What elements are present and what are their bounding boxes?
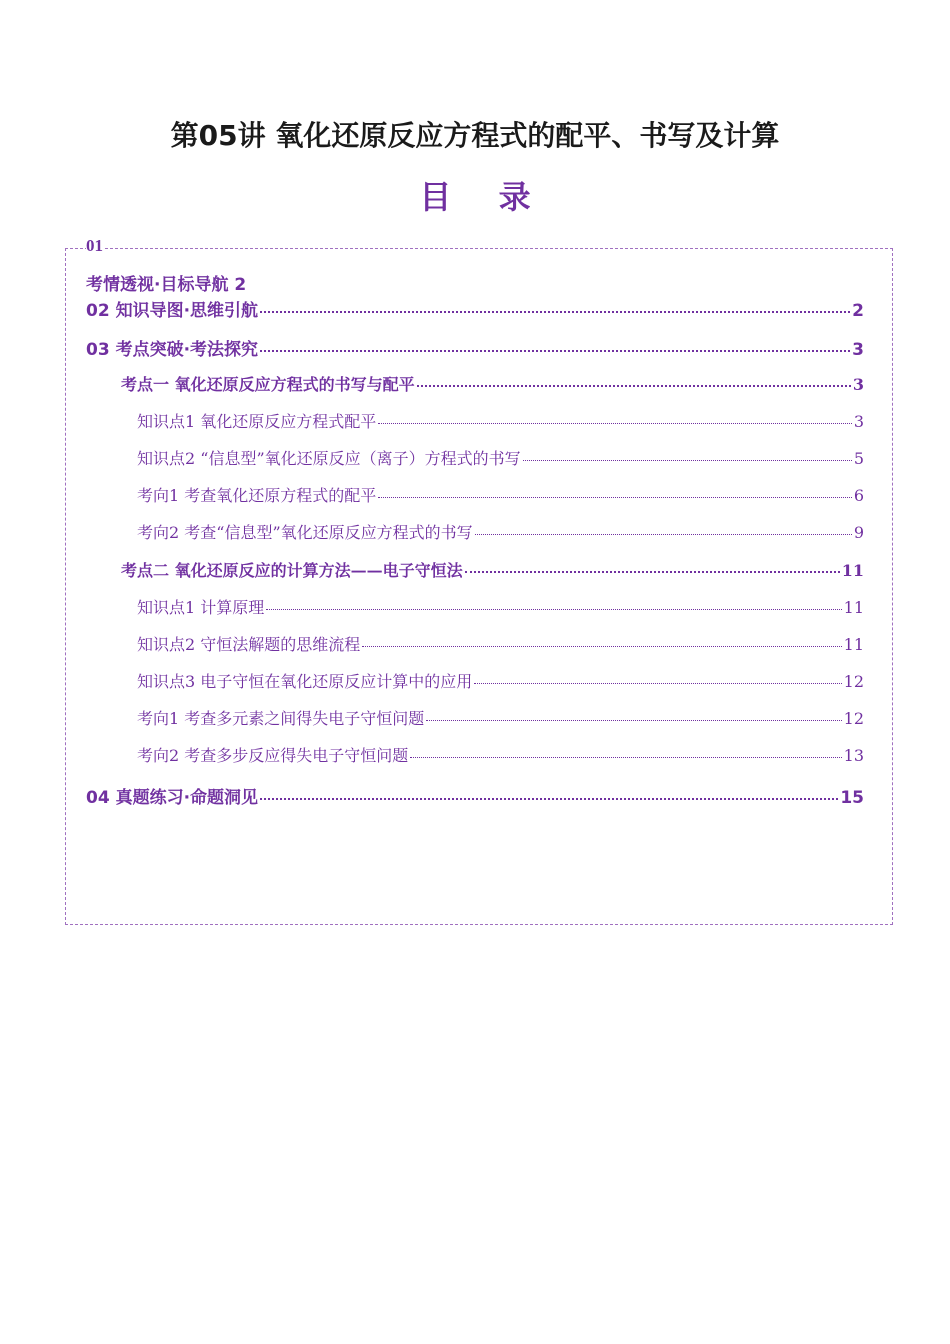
dot-leader xyxy=(523,460,852,461)
toc-entry-page: 12 xyxy=(843,709,864,728)
toc-entry[interactable] xyxy=(137,632,864,655)
toc-entry-label: 考向2 考查多步反应得失电子守恒问题 xyxy=(137,746,409,765)
toc-entry-label: 知识点2 守恒法解题的思维流程 xyxy=(137,635,361,654)
dot-leader xyxy=(260,798,838,800)
toc-entry-page: 5 xyxy=(853,449,864,468)
toc-entry-page: 3 xyxy=(853,412,864,431)
toc-entry-label: 考点一 氧化还原反应方程式的书写与配平 xyxy=(121,375,415,394)
toc-entry[interactable] xyxy=(137,669,864,692)
toc-section-number[interactable]: 01 xyxy=(86,236,103,255)
toc-entry-page: 12 xyxy=(843,672,864,691)
toc-entry-exam-overview[interactable]: 考情透视·目标导航 2 xyxy=(86,275,247,295)
toc-entry[interactable] xyxy=(86,783,864,808)
toc-entry-label: 04 真题练习·命题洞见 xyxy=(86,788,259,808)
dot-leader xyxy=(417,385,851,387)
toc-heading: 目 录 xyxy=(419,178,549,216)
toc-entry[interactable] xyxy=(137,743,864,766)
toc-entry-label: 知识点1 氧化还原反应方程式配平 xyxy=(137,412,377,431)
toc-entry[interactable] xyxy=(137,483,864,506)
toc-entry-page: 2 xyxy=(852,301,864,321)
toc-entry-page: 11 xyxy=(843,598,864,617)
dot-leader xyxy=(266,609,841,610)
toc-entry[interactable] xyxy=(137,409,864,432)
toc-entry-label: 考向1 考查多元素之间得失电子守恒问题 xyxy=(137,709,425,728)
toc-entry-page: 3 xyxy=(852,340,864,360)
toc-entry-page: 11 xyxy=(841,561,864,580)
toc-entry[interactable] xyxy=(86,335,864,360)
page-title: 第05讲 氧化还原反应方程式的配平、书写及计算 xyxy=(170,119,780,152)
toc-entry[interactable] xyxy=(86,296,864,321)
dot-leader xyxy=(410,757,841,758)
dot-leader xyxy=(465,571,840,573)
toc-entry-label: 知识点2 “信息型”氧化还原反应（离子）方程式的书写 xyxy=(137,449,521,468)
toc-entry-page: 15 xyxy=(840,788,864,808)
dot-leader xyxy=(474,683,841,684)
toc-entry-label: 知识点1 计算原理 xyxy=(137,598,265,617)
dot-leader xyxy=(378,497,852,498)
toc-entry-page: 13 xyxy=(843,746,864,765)
toc-entry[interactable] xyxy=(137,520,864,543)
toc-entry[interactable] xyxy=(137,706,864,729)
toc-entry-label: 考点二 氧化还原反应的计算方法——电子守恒法 xyxy=(121,561,463,580)
dot-leader xyxy=(426,720,841,721)
toc-entry-label: 考向2 考查“信息型”氧化还原反应方程式的书写 xyxy=(137,523,473,542)
toc-entry[interactable] xyxy=(121,372,864,395)
dot-leader xyxy=(260,311,850,313)
dot-leader xyxy=(378,423,852,424)
toc-entry-page: 9 xyxy=(853,523,864,542)
toc-entry-page: 11 xyxy=(843,635,864,654)
toc-entry[interactable] xyxy=(137,446,864,469)
toc-entry-label: 03 考点突破·考法探究 xyxy=(86,340,259,360)
toc-entry[interactable] xyxy=(121,558,864,581)
toc-entry-page: 3 xyxy=(852,375,864,394)
dot-leader xyxy=(362,646,841,647)
toc-entry[interactable] xyxy=(137,595,864,618)
dot-leader xyxy=(260,350,850,352)
toc-entry-label: 02 知识导图·思维引航 xyxy=(86,301,259,321)
toc-entry-label: 考向1 考查氧化还原方程式的配平 xyxy=(137,486,377,505)
toc-entry-label: 知识点3 电子守恒在氧化还原反应计算中的应用 xyxy=(137,672,473,691)
toc-entry-page: 6 xyxy=(853,486,864,505)
dot-leader xyxy=(475,534,852,535)
